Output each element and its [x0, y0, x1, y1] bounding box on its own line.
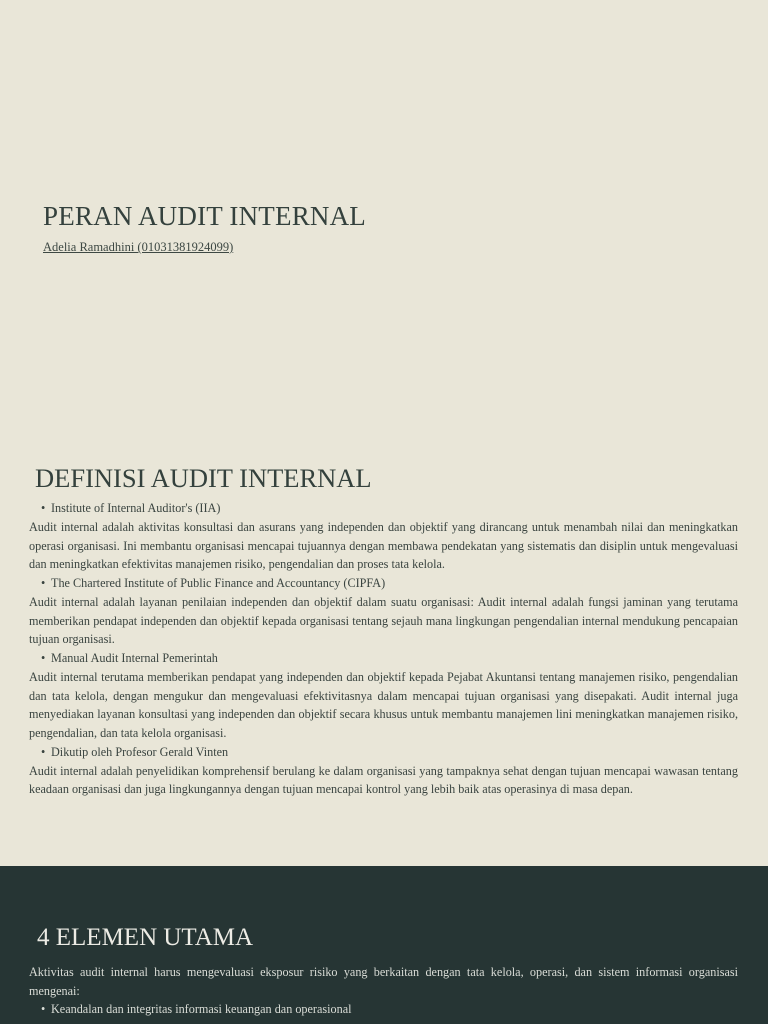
presentation-title: PERAN AUDIT INTERNAL [43, 201, 366, 231]
definition-text-iia: Audit internal adalah aktivitas konsultasi dan asurans yang independen dan objektif yang dirancang untuk menambah nilai dan meningkatkan operasi organisasi. Ini membantu organisasi mencapai tujuannya dengan membawa pendekatan yang sistematis dan disiplin untuk mengevaluasi dan meningkatkan efektivitas manajemen risiko, pengendalian dan proses tata kelola. [29, 519, 738, 572]
definition-text-manual: Audit internal terutama memberikan pendapat yang independen dan objektif kepada Pejabat Akuntansi tentang manajemen risiko, pengendalian dan tata kelola, dengan mengukur dan mengevaluasi efektivitasnya dalam mencapai tujuan organisasi yang disepakati. Audit internal juga menyediakan layanan konsultasi yang independen dan objektif secara khusus untuk membantu manajemen lini meningkatkan manajemen risiko, pengendalian, dan tata kelola organisasi. [29, 669, 738, 740]
definition-body [29, 499, 738, 799]
definition-source-iia [29, 499, 738, 518]
bullet-icon: • [41, 576, 46, 590]
bullet-icon: • [41, 651, 46, 665]
definition-source-manual [29, 649, 738, 668]
definition-source-vinten [29, 743, 738, 762]
elements-intro: Aktivitas audit internal harus mengevaluasi eksposur risiko yang berkaitan dengan tata kelola, operasi, dan sistem informasi organisasi mengenai: [29, 965, 738, 998]
definition-source-cipfa [29, 574, 738, 593]
definition-source-label: The Chartered Institute of Public Finance and Accountancy (CIPFA) [51, 576, 386, 590]
elements-heading: 4 ELEMEN UTAMA [37, 924, 254, 951]
title-slide [0, 0, 768, 433]
list-item [41, 1000, 352, 1019]
definition-slide [0, 433, 768, 866]
definition-source-label: Dikutip oleh Profesor Gerald Vinten [51, 744, 229, 759]
definition-source-label: Institute of Internal Auditor's (IIA) [51, 501, 221, 515]
elements-slide [0, 866, 768, 1024]
definition-source-label: Manual Audit Internal Pemerintah [51, 651, 218, 665]
list-item-label: Keandalan dan integritas informasi keuangan dan operasional [51, 1002, 352, 1016]
definition-text-cipfa: Audit internal adalah layanan penilaian independen dan objektif dalam suatu organisasi: Audit internal adalah fungsi jaminan yang terutama memberikan pendapat independen dan objektif kepada organisasi tentang sejauh mana lingkungan pengendalian internal mendukung pencapaian tujuan organisasi. [29, 594, 738, 647]
bullet-icon: • [41, 1002, 46, 1016]
definition-text-vinten: Audit internal adalah penyelidikan komprehensif berulang ke dalam organisasi yang tampaknya sehat dengan tujuan mencapai wawasan tentang keadaan organisasi dan juga lingkungannya dengan tujuan mencapai kontrol yang lebih baik atas operasinya di masa depan. [29, 763, 738, 797]
bullet-icon: • [41, 744, 46, 759]
author-link[interactable]: Adelia Ramadhini (01031381924099) [43, 240, 234, 254]
definition-heading: DEFINISI AUDIT INTERNAL [35, 463, 372, 493]
bullet-icon: • [41, 501, 46, 515]
elements-list [41, 1000, 352, 1019]
